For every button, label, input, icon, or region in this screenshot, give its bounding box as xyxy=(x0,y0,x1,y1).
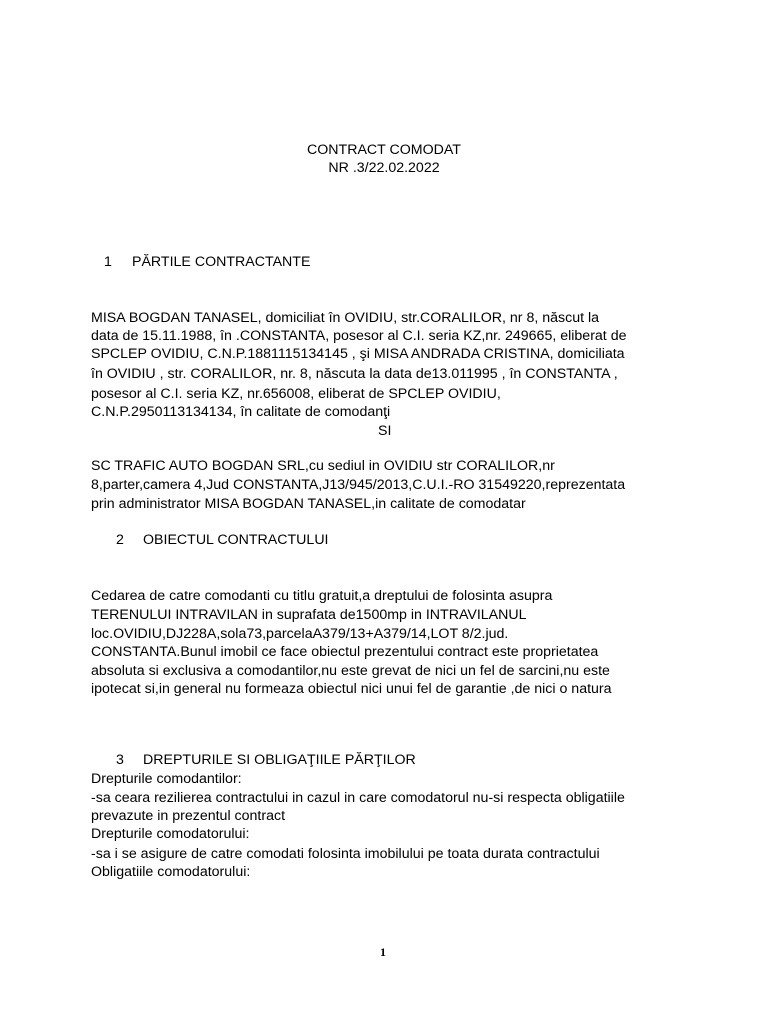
conjunction-si: SI xyxy=(378,423,392,439)
object-line: TERENULUI INTRAVILAN in suprafata de1500mp in INTRAVILANUL xyxy=(91,607,527,623)
party-line: posesor al C.I. seria KZ, nr.656008, eliberat de SPCLEP OVIDIU, xyxy=(91,386,501,402)
object-line: loc.OVIDIU,DJ228A,sola73,parcelaA379/13+A379/14,LOT 8/2.jud. xyxy=(91,626,509,642)
company-line: 8,parter,camera 4,Jud CONSTANTA,J13/945/2013,C.U.I.-RO 31549220,reprezentata xyxy=(91,477,626,493)
object-line: CONSTANTA.Bunul imobil ce face obiectul prezentului contract este proprietatea xyxy=(91,644,599,660)
object-line: ipotecat si,in general nu formeaza obiectul nici unui fel de garantie ,de nici o natura xyxy=(91,681,612,697)
party-line: C.N.P.2950113134134, în calitate de comodanţi xyxy=(91,404,391,420)
company-line: prin administrator MISA BOGDAN TANASEL,in calitate de comodatar xyxy=(91,496,526,512)
contract-number: NR .3/22.02.2022 xyxy=(328,160,440,176)
rights-line: -sa ceara rezilierea contractului in cazul in care comodatorul nu-si respecta obligatiile xyxy=(91,790,625,806)
contract-title: CONTRACT COMODAT xyxy=(307,142,461,158)
section-3-heading: DREPTURILE SI OBLIGAŢIILE PĂRŢILOR xyxy=(143,752,416,768)
company-line: SC TRAFIC AUTO BOGDAN SRL,cu sediul in OVIDIU str CORALILOR,nr xyxy=(91,458,555,474)
party-line: MISA BOGDAN TANASEL, domiciliat în OVIDIU, str.CORALILOR, nr 8, născut la xyxy=(91,310,600,326)
object-line: Cedarea de catre comodanti cu titlu gratuit,a dreptului de folosinta asupra xyxy=(91,588,553,604)
object-line: absoluta si exclusiva a comodantilor,nu este grevat de nici un fel de sarcini,nu este xyxy=(91,663,610,679)
section-2-heading: OBIECTUL CONTRACTULUI xyxy=(143,532,329,548)
section-3-number: 3 xyxy=(116,752,124,768)
rights-line: Drepturile comodantilor: xyxy=(91,771,242,787)
page-number: 1 xyxy=(380,945,386,959)
section-1-number: 1 xyxy=(104,254,112,270)
rights-line: prevazute in prezentul contract xyxy=(91,808,286,824)
rights-line: -sa i se asigure de catre comodati folosinta imobilului pe toata durata contractului xyxy=(91,846,600,862)
section-1-heading: PĂRTILE CONTRACTANTE xyxy=(132,254,311,270)
party-line: data de 15.11.1988, în .CONSTANTA, posesor al C.I. seria KZ,nr. 249665, eliberat de xyxy=(91,328,627,344)
party-line: în OVIDIU , str. CORALILOR, nr. 8, născuta la data de13.011995 , în CONSTANTA , xyxy=(91,366,618,382)
party-line: SPCLEP OVIDIU, C.N.P.1881115134145 , şi MISA ANDRADA CRISTINA, domiciliata xyxy=(91,346,625,362)
section-2-number: 2 xyxy=(116,532,124,548)
rights-line: Drepturile comodatorului: xyxy=(91,826,250,842)
rights-line: Obligatiile comodatorului: xyxy=(91,864,251,880)
